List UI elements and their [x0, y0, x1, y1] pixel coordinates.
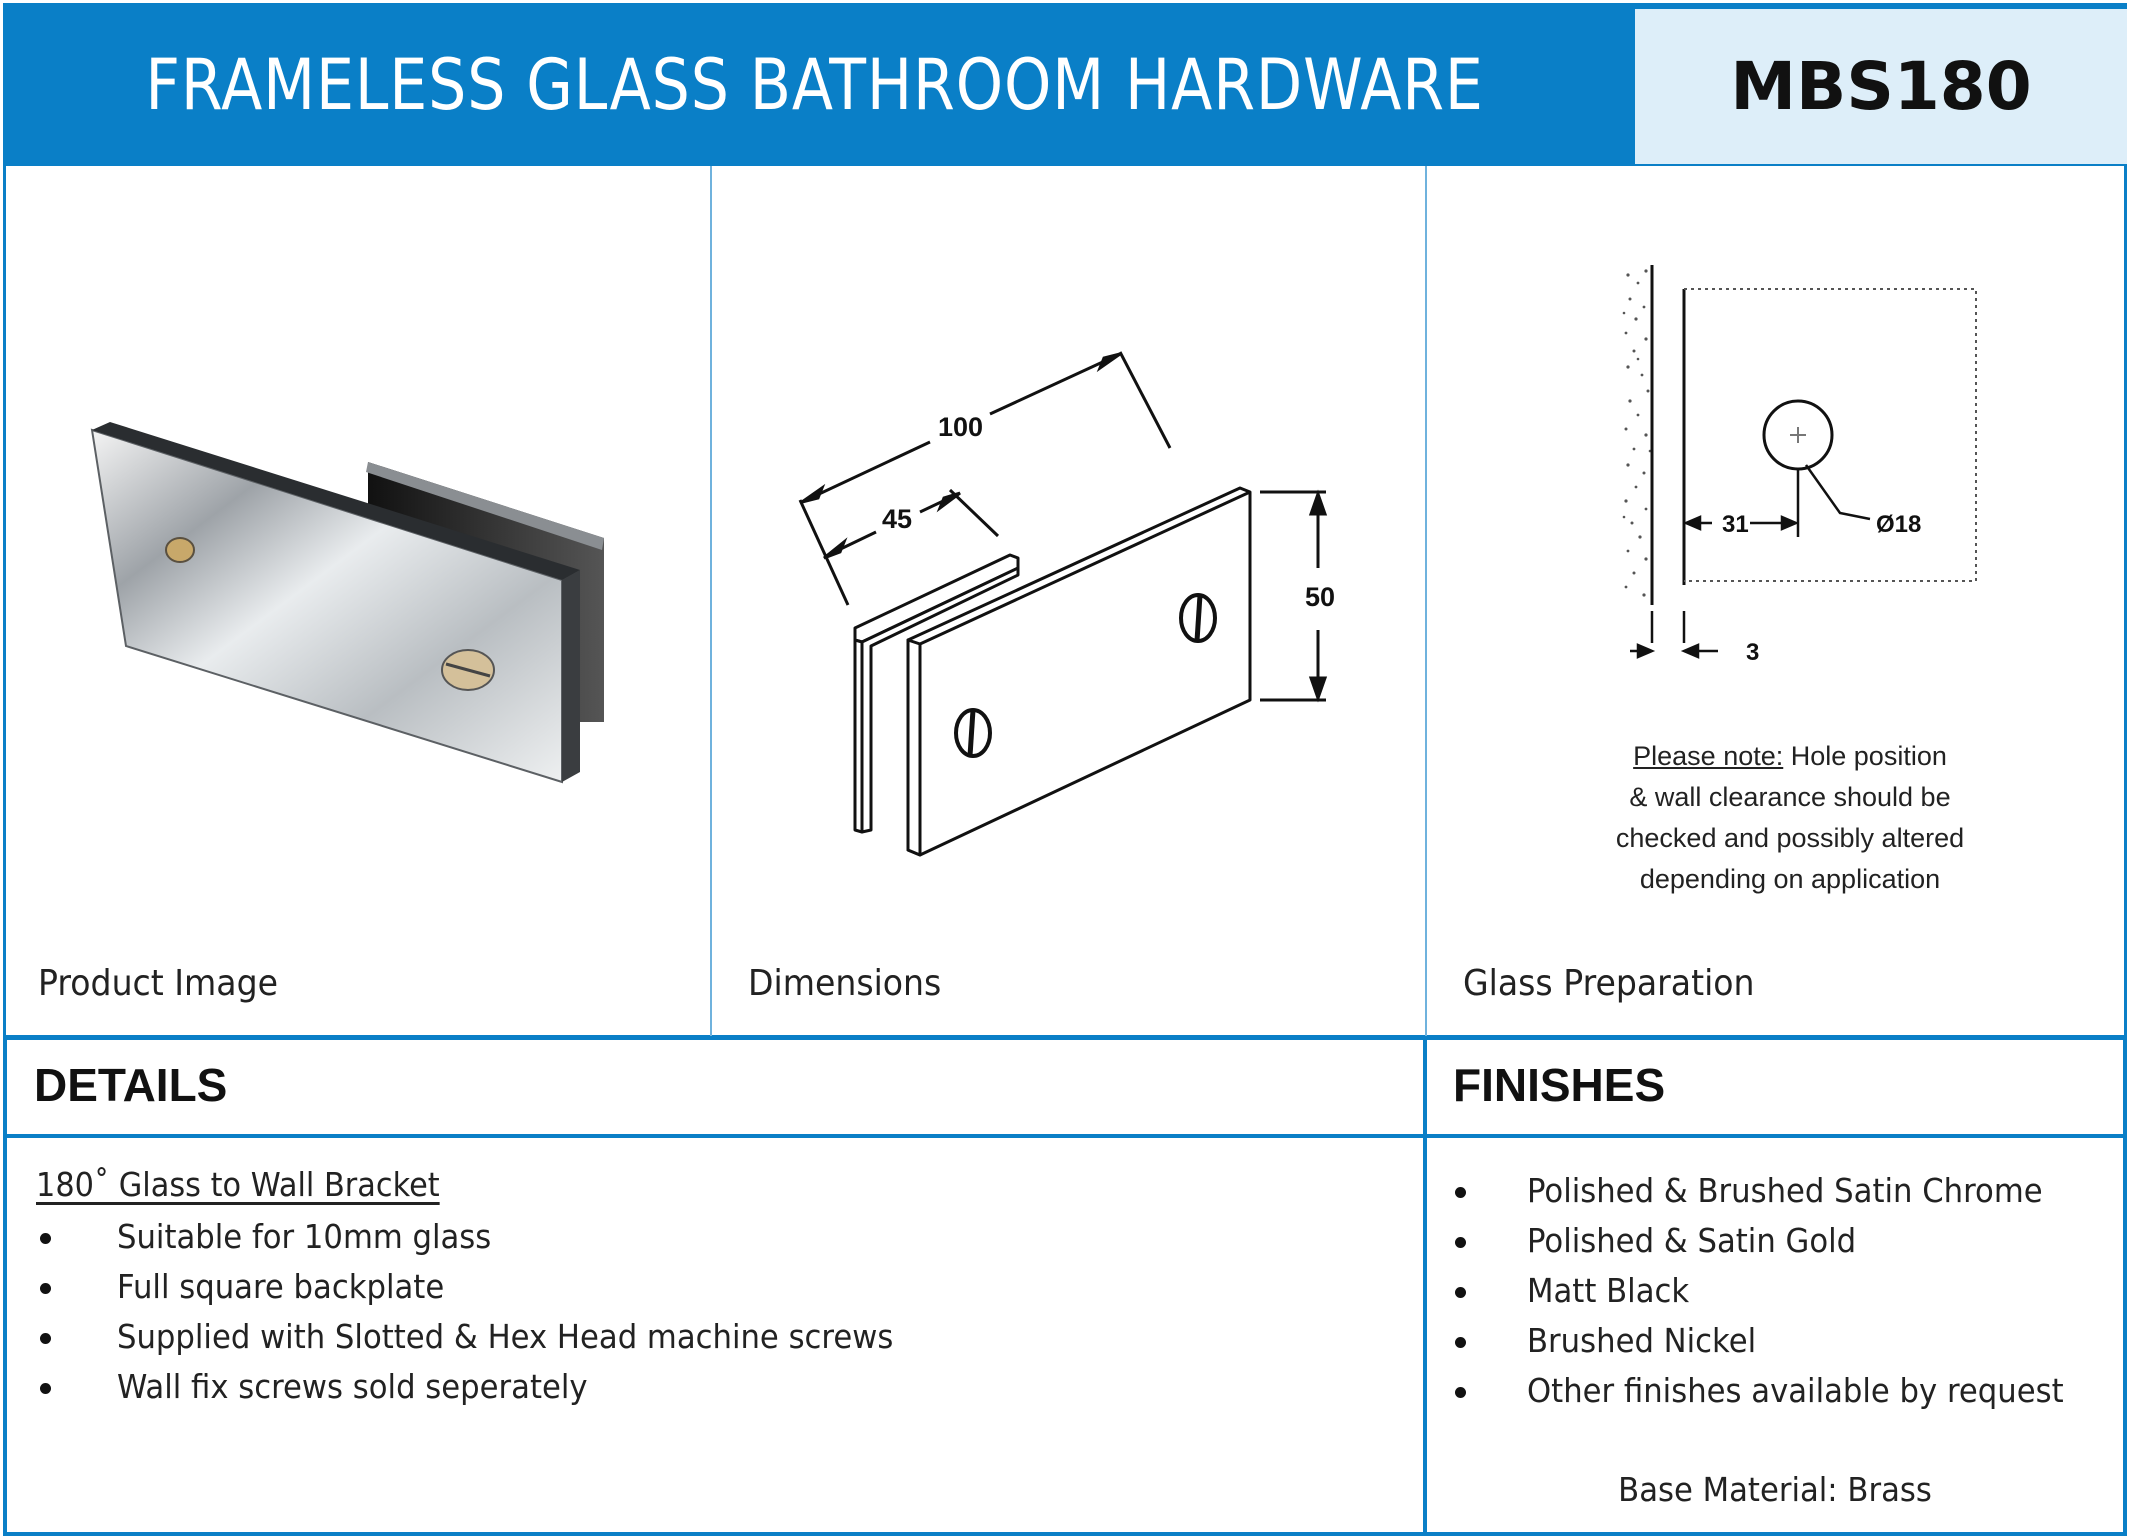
- details-title: 180˚ Glass to Wall Bracket: [36, 1165, 440, 1204]
- list-item: Suitable for 10mm glass: [40, 1212, 1400, 1262]
- page-title: FRAMELESS GLASS BATHROOM HARDWARE: [145, 43, 1484, 126]
- details-heading: DETAILS: [34, 1059, 228, 1111]
- bullet-icon: [1455, 1237, 1466, 1248]
- finishes-heading: FINISHES: [1453, 1059, 1666, 1111]
- header-bar: [3, 3, 2127, 166]
- panel-caption-product: Product Image: [38, 963, 279, 1004]
- dimension-inner-length: 45: [882, 504, 913, 534]
- dimension-height: 50: [1305, 582, 1336, 612]
- product-photo: [80, 410, 620, 790]
- panel-divider-1: [710, 166, 712, 1036]
- screw-hex-icon: [166, 538, 194, 562]
- prep-clearance: 3: [1746, 639, 1760, 666]
- bullet-icon: [1455, 1187, 1466, 1198]
- note-line-3: checked and possibly altered: [1615, 823, 1965, 853]
- product-code-box: [1635, 9, 2127, 164]
- note-line-4: depending on application: [1639, 864, 1941, 894]
- list-item: Other finishes available by request: [1455, 1366, 2115, 1416]
- bracket-outline: [855, 488, 1250, 855]
- bullet-icon: [40, 1283, 51, 1294]
- panel-caption-dimensions: Dimensions: [748, 963, 942, 1004]
- glass-prep-drawing: [1600, 255, 2000, 675]
- list-item: Polished & Satin Gold: [1455, 1216, 2115, 1266]
- list-item: Brushed Nickel: [1455, 1316, 2115, 1366]
- dimension-length: 100: [938, 412, 984, 442]
- bullet-icon: [1455, 1287, 1466, 1298]
- bullet-icon: [1455, 1387, 1466, 1398]
- dimensions-drawing: [760, 330, 1380, 890]
- bullet-icon: [40, 1383, 51, 1394]
- product-code: MBS180: [1730, 48, 2032, 125]
- bullet-icon: [40, 1333, 51, 1344]
- finishes-list: [1455, 1166, 2115, 1416]
- base-material: Base Material: Brass: [1618, 1470, 1932, 1509]
- prep-offset: 31: [1722, 511, 1749, 538]
- prep-hole-diameter: Ø18: [1876, 511, 1922, 538]
- heading-divider: [3, 1134, 2127, 1138]
- bullet-icon: [40, 1233, 51, 1244]
- front-plate: [92, 422, 580, 782]
- list-item: Polished & Brushed Satin Chrome: [1455, 1166, 2115, 1216]
- list-item: Full square backplate: [40, 1262, 1400, 1312]
- list-item: Wall fix screws sold seperately: [40, 1362, 1400, 1412]
- hole-icon: [1764, 401, 1832, 469]
- note-line-1: Hole position: [1783, 741, 1947, 771]
- glass-prep-note: [1500, 736, 2080, 900]
- wall-hatch: [1622, 265, 1652, 605]
- note-line-2: & wall clearance should be: [1629, 782, 1951, 812]
- details-list: [40, 1212, 1400, 1412]
- details-finishes-divider: [1423, 1036, 1427, 1536]
- panel-caption-glass-prep: Glass Preparation: [1463, 963, 1755, 1004]
- panel-divider-2: [1425, 166, 1427, 1036]
- bullet-icon: [1455, 1337, 1466, 1348]
- list-item: Supplied with Slotted & Hex Head machine screws: [40, 1312, 1400, 1362]
- note-label: Please note:: [1633, 741, 1784, 771]
- prep-dimension-lines: [1630, 465, 1870, 657]
- list-item: Matt Black: [1455, 1266, 2115, 1316]
